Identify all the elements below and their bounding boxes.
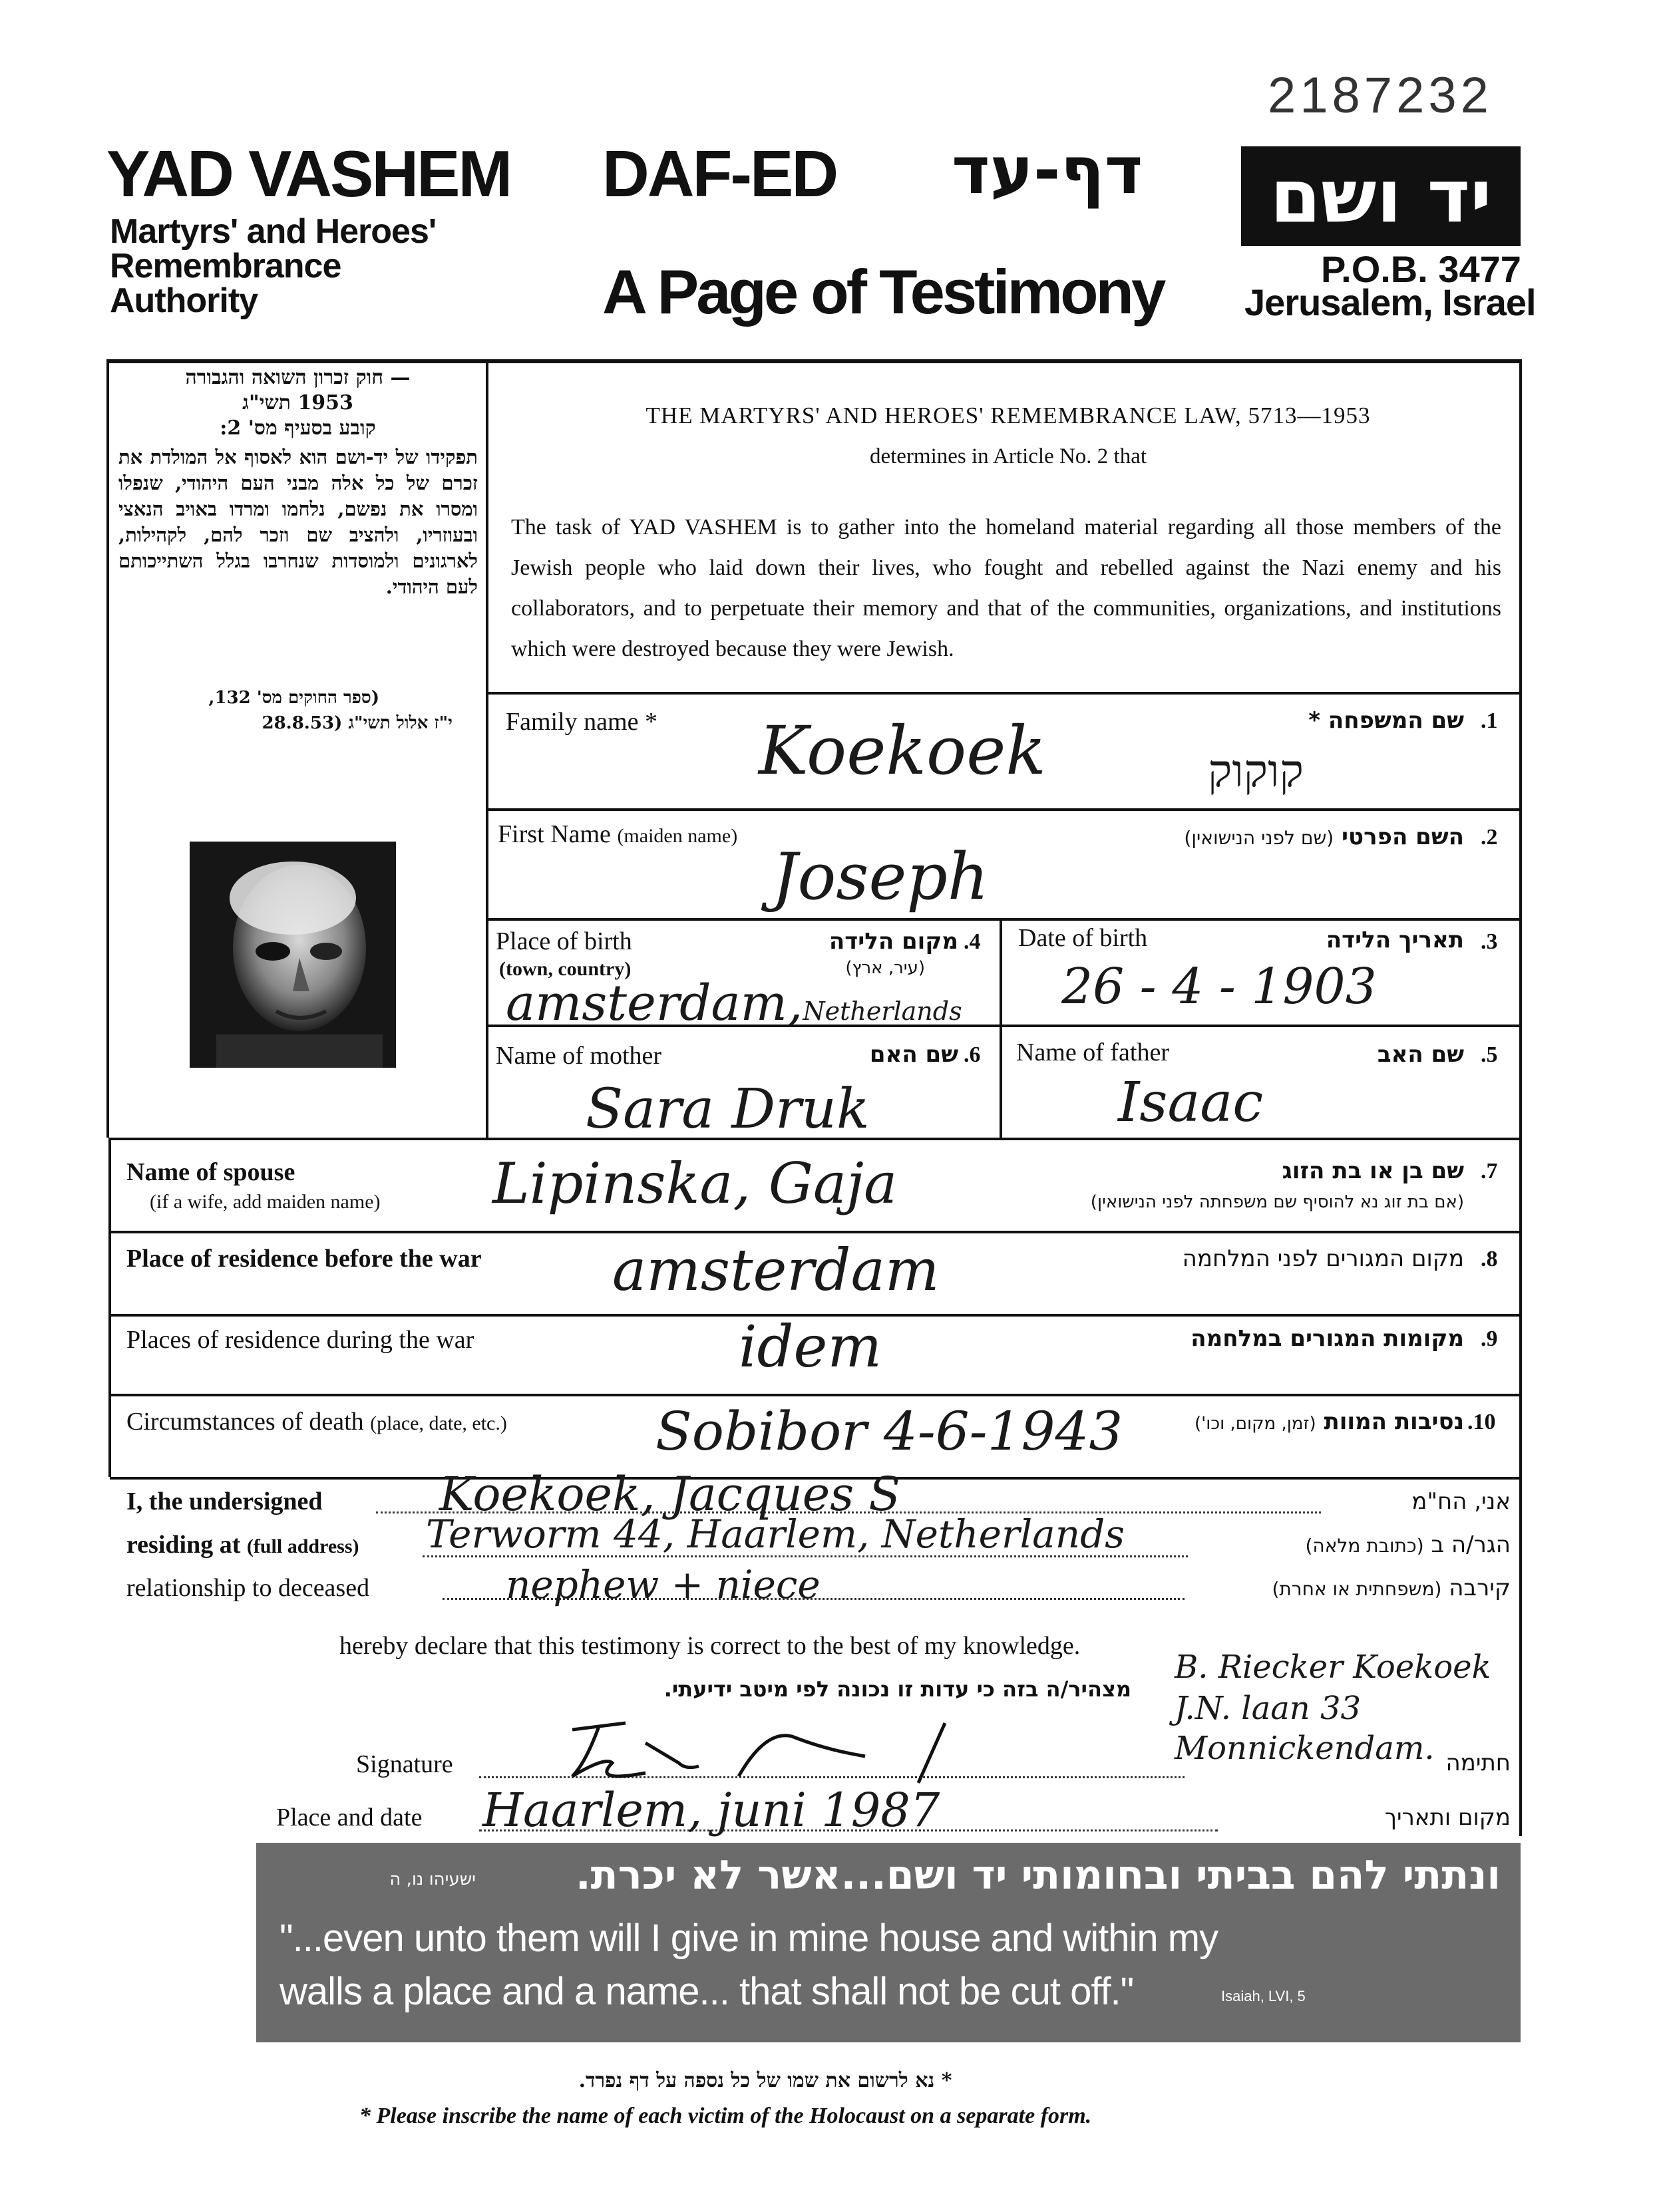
rule-birth xyxy=(486,918,1521,921)
declaration-english: hereby declare that this testimony is correct to the best of my knowledge. xyxy=(339,1632,1081,1660)
first-name-label xyxy=(498,820,737,849)
law-hebrew-title-3: קובע בסעיף מס' 2: xyxy=(220,416,376,440)
death-value[interactable]: Sobibor 4-6-1943 xyxy=(655,1400,1123,1462)
family-name-value-hebrew[interactable]: קוקוק xyxy=(1208,745,1304,798)
org-subtitle-1: Martyrs' and Heroes' xyxy=(110,212,437,251)
spouse-number: .7 xyxy=(1481,1159,1498,1184)
banner-english-line-2: walls a place and a name... that shall not be cut off." xyxy=(279,1970,1134,2013)
first-name-label-hebrew xyxy=(1051,824,1464,850)
org-subtitle-3: Authority xyxy=(110,281,258,320)
org-name: YAD VASHEM xyxy=(106,137,511,210)
law-hebrew-title-1: — חוק זכרון השואה והגבורה xyxy=(185,366,411,389)
po-box: P.O.B. 3477 xyxy=(1321,248,1521,290)
residence-during-number: .9 xyxy=(1481,1327,1498,1351)
spouse-label-note: (if a wife, add maiden name) xyxy=(150,1191,381,1213)
address-value[interactable]: Terworm 44, Haarlem, Netherlands xyxy=(426,1511,1125,1557)
victim-portrait-image xyxy=(190,842,396,1068)
banner-english-ref: Isaiah, LVI, 5 xyxy=(1221,1988,1306,2004)
residence-before-label-hebrew: מקום המגורים לפני המלחמה xyxy=(1182,1245,1464,1272)
residence-before-value[interactable]: amsterdam xyxy=(612,1237,940,1304)
spouse-value[interactable]: Lipinska, Gaja xyxy=(492,1151,898,1216)
address-label-hebrew-note: (כתובת מלאה) xyxy=(1305,1535,1424,1557)
law-hebrew-ref-2: י"ז אלול תשי"ג (28.8.53 xyxy=(262,713,453,733)
left-frame xyxy=(106,359,109,1138)
place-of-birth-value[interactable] xyxy=(506,975,962,1032)
mother-label-hebrew: שם האם xyxy=(869,1041,958,1068)
mother-number: .6 xyxy=(964,1042,981,1067)
relationship-label-hebrew-note: (משפחתית או אחרת) xyxy=(1272,1578,1442,1600)
quote-banner xyxy=(256,1843,1521,2042)
death-number: .10 xyxy=(1467,1410,1496,1434)
place-of-birth-number: .4 xyxy=(964,929,981,954)
declaration-hebrew: מצהיר/ה בזה כי עדות זו נכונה לפי מיטב ידיעתי. xyxy=(663,1676,1131,1702)
signature-label-hebrew: חתימה xyxy=(1445,1750,1511,1776)
annotation-line-3: Monnickendam. xyxy=(1175,1730,1435,1767)
date-of-birth-label: Date of birth xyxy=(1018,924,1148,952)
place-of-birth-label-hebrew-note: (עיר, ארץ) xyxy=(845,958,925,978)
first-name-label-hebrew-text: השם הפרטי xyxy=(1342,824,1464,850)
law-english-body: The task of YAD VASHEM is to gather into the homeland material regarding all those members of the Jewish people who laid down their lives, who fought and rebelled against the Nazi enemy and his collaborators, and to perpetuate their memory and that of the communities, organizations, and institutions which were destroyed because they were Jewish. xyxy=(511,515,1501,661)
first-name-number: .2 xyxy=(1481,825,1498,850)
undersigned-label-hebrew: אני, הח"מ xyxy=(1411,1488,1511,1515)
residence-before-label: Place of residence before the war xyxy=(126,1245,482,1273)
signature-image[interactable] xyxy=(546,1703,998,1796)
mother-label: Name of mother xyxy=(496,1042,662,1070)
rule-spouse xyxy=(110,1138,1521,1140)
family-name-label: Family name * xyxy=(506,708,657,736)
first-name-label-hebrew-note: (שם לפני הנישואין) xyxy=(1184,827,1334,849)
yad-vashem-logo xyxy=(1241,146,1521,246)
place-date-value[interactable]: Haarlem, juni 1987 xyxy=(482,1783,940,1837)
daf-ed-title: DAF-ED xyxy=(602,137,837,210)
family-name-number: .1 xyxy=(1481,709,1498,733)
banner-hebrew-quote: ונתתי להם בביתי ובחומותי יד ושם...אשר לא יכרת. xyxy=(575,1852,1501,1899)
law-hebrew-body: תפקידו של יד-ושם הוא לאסוף אל המולדת את זכרם של כל אלה מבני העם היהודי, שנפלו ומסרו את נפשם, נלחמו ומרדו באויב הנאצי ובעוזריו, ולהציב שם וזכר להם, לקהילות, לארגונים ולמוסדות שנחרבו בגלל השתייכותם לעם היהודי. xyxy=(118,446,478,598)
top-rule xyxy=(106,359,1521,363)
footer-hebrew: * נא לרשום את שמו של כל נספה על דף נפרד. xyxy=(578,2069,952,2092)
death-label-hebrew-text: נסיבות המוות xyxy=(1324,1408,1464,1435)
rule-res-before xyxy=(110,1231,1521,1233)
undersigned-value[interactable]: Koekoek, Jacques S xyxy=(439,1467,901,1521)
mother-value[interactable]: Sara Druk xyxy=(586,1078,870,1141)
annotation-line-1: B. Riecker Koekoek xyxy=(1175,1649,1491,1686)
father-number: .5 xyxy=(1481,1042,1498,1067)
first-name-label-note: (maiden name) xyxy=(617,825,738,847)
victim-photo xyxy=(190,842,396,1068)
first-name-label-text: First Name xyxy=(498,820,611,848)
father-value[interactable]: Isaac xyxy=(1118,1071,1264,1134)
spouse-label-hebrew-note: (אם בת זוג נא להוסיף שם משפחתה לפני הנישואין) xyxy=(1090,1192,1464,1212)
first-name-value[interactable]: Joseph xyxy=(772,840,989,914)
address-label-text: residing at xyxy=(126,1531,241,1559)
signature-label: Signature xyxy=(356,1750,453,1778)
law-english-title: THE MARTYRS' AND HEROES' REMEMBRANCE LAW, 5713—1953 xyxy=(645,402,1371,428)
family-name-value[interactable]: Koekoek xyxy=(759,712,1046,790)
logo-text: יד ושם xyxy=(1270,154,1492,239)
place-of-birth-city: amsterdam, xyxy=(506,975,803,1032)
father-label: Name of father xyxy=(1016,1038,1169,1066)
banner-hebrew-ref: ישעיהו נו, ה xyxy=(389,1869,476,1889)
relationship-label-hebrew-text: קירבה xyxy=(1449,1575,1511,1601)
left-frame-lower xyxy=(108,1138,111,1477)
org-subtitle-2: Remembrance xyxy=(110,247,341,285)
right-frame xyxy=(1519,359,1522,1836)
address-label xyxy=(126,1530,359,1559)
daf-ed-hebrew: דף-עד xyxy=(952,133,1143,209)
place-of-birth-label-hebrew: מקום הלידה xyxy=(829,928,958,955)
birth-divider xyxy=(1000,918,1002,1138)
place-of-birth-country: Netherlands xyxy=(803,997,962,1026)
annotation-line-2: J.N. laan 33 xyxy=(1175,1690,1362,1727)
rule-death xyxy=(110,1394,1521,1396)
residence-during-value[interactable]: idem xyxy=(739,1314,882,1380)
place-date-label-hebrew: מקום ותאריך xyxy=(1384,1804,1511,1831)
relationship-value[interactable]: nephew + niece xyxy=(506,1562,821,1607)
death-label-text: Circumstances of death xyxy=(126,1408,364,1436)
death-label-hebrew-note: (זמן, מקום, וכו') xyxy=(1195,1414,1316,1434)
death-label xyxy=(126,1407,507,1436)
family-name-label-hebrew: שם המשפחה * xyxy=(1308,707,1464,734)
column-divider xyxy=(486,359,488,1138)
residence-during-label-hebrew: מקומות המגורים במלחמה xyxy=(1191,1325,1464,1352)
date-of-birth-value[interactable]: 26 - 4 - 1903 xyxy=(1061,958,1377,1015)
spouse-label-hebrew: שם בן או בת הזוג xyxy=(1282,1158,1464,1184)
place-of-birth-label: Place of birth xyxy=(496,927,632,955)
place-date-label: Place and date xyxy=(276,1804,423,1831)
residence-before-number: .8 xyxy=(1481,1247,1498,1271)
address-label-note: (full address) xyxy=(246,1535,359,1557)
date-of-birth-label-hebrew: תאריך הלידה xyxy=(1326,927,1464,953)
death-label-note: (place, date, etc.) xyxy=(370,1412,507,1434)
relationship-label-hebrew xyxy=(1198,1575,1511,1601)
undersigned-label: I, the undersigned xyxy=(126,1488,323,1515)
residence-during-label: Places of residence during the war xyxy=(126,1326,474,1354)
footer-english: * Please inscribe the name of each victim of the Holocaust on a separate form. xyxy=(359,2104,1092,2128)
law-english-subtitle: determines in Article No. 2 that xyxy=(869,444,1147,468)
father-label-hebrew: שם האב xyxy=(1377,1041,1464,1068)
city: Jerusalem, Israel xyxy=(1244,281,1536,323)
document-number: 2187232 xyxy=(1268,67,1493,124)
date-of-birth-number: .3 xyxy=(1481,929,1498,954)
spouse-label: Name of spouse xyxy=(126,1158,295,1186)
rule-family xyxy=(486,692,1521,695)
law-hebrew-title-2: 1953 תשי"ג xyxy=(242,391,353,414)
banner-english-line-1: "...even unto them will I give in mine house and within my xyxy=(279,1917,1218,1960)
law-hebrew-ref-1: (ספר החוקים מס' 132, xyxy=(208,688,379,708)
relationship-label: relationship to deceased xyxy=(126,1574,370,1602)
rule-first xyxy=(486,808,1521,811)
place-of-birth-label-note: (town, country) xyxy=(499,958,632,980)
address-label-hebrew xyxy=(1198,1531,1511,1558)
address-label-hebrew-text: הגר/ה ב xyxy=(1431,1531,1511,1558)
death-label-hebrew xyxy=(1078,1408,1464,1435)
page-title: A Page of Testimony xyxy=(602,257,1164,327)
